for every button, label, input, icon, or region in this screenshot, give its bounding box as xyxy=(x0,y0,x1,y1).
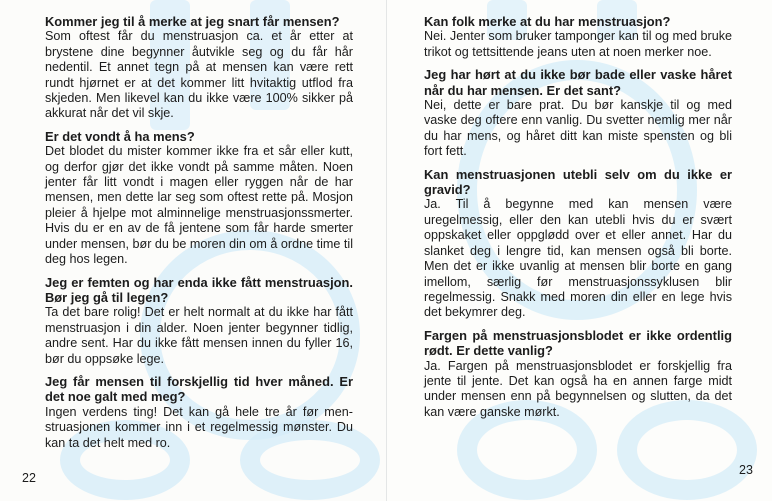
page-right xyxy=(386,0,772,501)
qa-section xyxy=(424,328,732,420)
question-heading: Jeg har hørt at du ikke bør bade eller vaske håret når du har mensen. Er det sant? xyxy=(424,67,732,98)
qa-section xyxy=(45,129,353,268)
question-heading: Kan menstruasjonen utebli selv om du ikke er gravid? xyxy=(424,166,732,198)
answer-text: Ta det bare rolig! Det er helt normalt at du ikke har fått menstruasjon i din alder. Noen jenter begynner tidlig, andre sent. Har du ikke fått mensen innen du fyller 16, bør du oppsøke lege. xyxy=(45,305,353,366)
question-heading: Er det vondt å ha mens? xyxy=(45,128,195,144)
qa-section xyxy=(424,14,732,60)
qa-section xyxy=(45,275,353,367)
qa-section xyxy=(45,374,353,451)
qa-section xyxy=(424,67,732,159)
answer-text: Ja. Til å begynne med kan mensen være uregelmessig, eller den kan utebli hvis du er svært oppskaket eller oppglødd over et eller annet. Har du slanket deg i lengre tid, kan mensen også bli borte. Men det er ikke uvanlig at mensen blir borte en gang imellom, særlig før menstruasjonssyklusen blir regelmessig. Snakk med moren din eller en lege hvis det bekymrer deg. xyxy=(424,197,732,320)
page-number: 23 xyxy=(739,463,753,477)
question-heading: Jeg er femten og har enda ikke fått menstruasjon. Bør jeg gå til legen? xyxy=(45,274,353,305)
question-heading: Kan folk merke at du har menstruasjon? xyxy=(424,14,671,29)
answer-text: Det blodet du mister kommer ikke fra et sår eller kutt, og derfor gjør det ikke vondt på samme måten. Noen jenter får litt vondt i magen eller ryggen når de har mensen, men dette lar seg som oftest rette på. Mosjon pleier å hjelpe mot alminnelige menstruasjonssmerter. Hvis du er en av de få jentene som får harde smerter under mensen, bør du be moren din om å ordne time til deg hos legen. xyxy=(45,144,354,267)
qa-section xyxy=(424,167,732,321)
question-heading: Jeg får mensen til forskjellig tid hver måned. Er det noe galt med meg? xyxy=(45,373,353,405)
page-number: 22 xyxy=(22,471,36,485)
answer-text: Ingen verdens ting! Det kan gå hele tre år før menstruasjonen kommer inn i et regelmessig mønster. Du kan ta det helt med ro. xyxy=(45,404,353,450)
answer-text: Ja. Fargen på menstruasjonsblodet er forskjellig fra jente til jente. Det kan også ha en annen farge midt under mensen enn på begynnelsen og slutten, da det kan være ganske mørkt. xyxy=(424,358,732,419)
question-heading: Fargen på menstruasjonsblodet er ikke ordentlig rødt. Er dette vanlig? xyxy=(424,327,732,359)
answer-text: Som oftest får du menstruasjon ca. et år etter at brystene dine begynner åutvikle seg og du får hår nedentil. Et annet tegn på at mensen kan være rett rundt hjørnet er at det kommer litt hvitaktig utflod fra skjeden. Men likevel kan du ikke være 100% sikker på akkurat når det vil skje. xyxy=(45,29,353,121)
text-column xyxy=(45,14,353,458)
qa-section xyxy=(45,14,353,122)
answer-text: Nei. Jenter som bruker tamponger kan til og med bruke trikot og tettsittende jeans uten at noen merker noe. xyxy=(424,29,732,59)
text-column xyxy=(424,14,732,427)
answer-text: Nei, dette er bare prat. Du bør kanskje til og med vaske deg oftere enn vanlig. Du svetter nemlig mer når du har mens, og håret ditt kan miste spensten og bli fort fett. xyxy=(424,98,732,159)
question-heading: Kommer jeg til å merke at jeg snart får mensen? xyxy=(45,14,340,29)
